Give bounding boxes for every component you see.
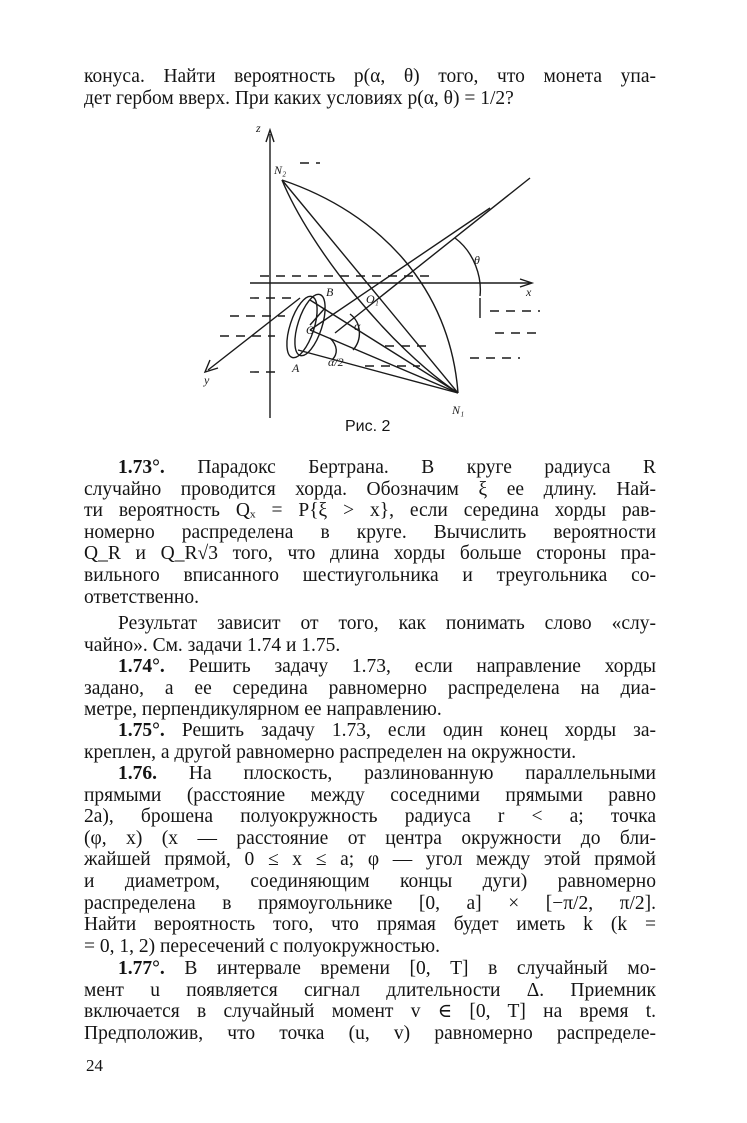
text-line: метре, перпендикулярном ее направлению. — [84, 699, 442, 721]
text-line: = 0, 1, 2) пересечений с полуокружностью. — [84, 935, 440, 957]
label-alpha: α — [354, 319, 361, 333]
problem-text: Решить задачу 1.73, если направление хорды — [164, 656, 656, 677]
label-n1: N₁ — [452, 403, 465, 417]
label-o1: O₁ — [366, 292, 379, 306]
y-axis — [208, 298, 300, 370]
problem-1-73 — [84, 457, 656, 608]
text-line: Предположив, что точка (u, v) равномерно распределе- — [84, 1022, 656, 1044]
line-n1-a — [298, 350, 458, 393]
label-o: O — [306, 323, 315, 337]
y-axis-arrow — [205, 360, 218, 372]
problem-1-77 — [84, 958, 656, 1044]
page-number: 24 — [86, 1056, 103, 1075]
text-line: вильного вписанного шестиугольника и треугольника со- — [84, 564, 656, 586]
text-line: номерно распределена в круге. Вычислить вероятности — [84, 521, 656, 543]
text-line: распределена в прямоугольнике [0, a] × [−π/2, π/2]. — [84, 892, 656, 914]
text-line: чайно». См. задачи 1.74 и 1.75. — [84, 634, 341, 656]
text-line: ответственно. — [84, 586, 199, 608]
figure-diagram — [190, 118, 550, 436]
text-line: Результат зависит от того, как понимать слово «слу- — [118, 613, 656, 634]
text-line — [84, 720, 656, 742]
label-x: x — [526, 285, 532, 299]
text-line: Найти вероятность того, что прямая будет иметь k (k = — [84, 914, 656, 936]
problem-text: На плоскость, разлинованную параллельными — [157, 763, 656, 784]
text-line: конуса. Найти вероятность p(α, θ) того, что монета упа- — [84, 66, 656, 87]
text-line: включается в случайный момент v ∈ [0, T] на время t. — [84, 1001, 656, 1023]
text-line: мент u появляется сигнал длительности Δ. Приемник — [84, 979, 656, 1001]
label-theta: θ — [474, 253, 480, 267]
problem-1-74 — [84, 656, 656, 721]
text-line — [84, 958, 656, 980]
label-z: z — [256, 121, 261, 135]
cone-axis-n2-n1 — [282, 180, 458, 393]
intro-text — [84, 66, 656, 109]
problem-text: Решить задачу 1.73, если один конец хорды за- — [164, 720, 656, 741]
label-alpha-half: α/2 — [328, 355, 344, 369]
text-line: 2a), брошена полуокружность радиуса r < a; точка — [84, 806, 656, 828]
text-line: прямыми (расстояние между соседними прямыми равно — [84, 784, 656, 806]
label-y: y — [204, 373, 210, 387]
problem-number: 1.75°. — [118, 720, 165, 741]
text-line: и диаметром, соединяющим концы дуги) равномерно — [84, 870, 656, 892]
problem-text: Парадокс Бертрана. В круге радиуса R — [164, 457, 656, 478]
text-line: Q_R и Q_R√3 того, что длина хорды больше стороны пра- — [84, 543, 656, 565]
text-line: дет гербом вверх. При каких условиях p(α, θ) = 1/2? — [84, 87, 514, 109]
problem-1-75 — [84, 720, 656, 763]
problem-text: В интервале времени [0, T] в случайный мо- — [164, 958, 656, 979]
water-lines — [220, 163, 540, 372]
text-line: жайшей прямой, 0 ≤ x ≤ a; φ — угол между этой прямой — [84, 849, 656, 871]
problem-number: 1.73°. — [118, 457, 165, 478]
problem-number: 1.77°. — [118, 958, 165, 979]
figure-coin-cone — [190, 118, 550, 436]
text-line: задано, а ее середина равномерно распределена на диа- — [84, 677, 656, 699]
text-line: креплен, а другой равномерно распределен на окружности. — [84, 741, 577, 763]
problem-1-76 — [84, 763, 656, 957]
text-line: (φ, x) (x — расстояние от центра окружности до бли- — [84, 827, 656, 849]
line-n1-b — [310, 300, 458, 393]
label-b: B — [326, 285, 334, 299]
label-n2: N₂ — [274, 163, 287, 177]
text-line — [84, 763, 656, 785]
label-a: A — [292, 361, 300, 375]
coin-normal-ray — [310, 208, 490, 330]
remark-1-73 — [84, 613, 656, 656]
parallel-ray — [335, 178, 530, 333]
figure-caption: Рис. 2 — [345, 418, 391, 435]
problem-number: 1.76. — [118, 763, 157, 784]
problem-number: 1.74°. — [118, 656, 165, 677]
text-line — [84, 656, 656, 678]
text-line: ти вероятность Qₓ = P{ξ > x}, если середина хорды рав- — [84, 500, 656, 522]
theta-arc — [455, 238, 480, 296]
text-line: случайно проводится хорда. Обозначим ξ ее длину. Най- — [84, 478, 656, 500]
text-line — [84, 457, 656, 479]
